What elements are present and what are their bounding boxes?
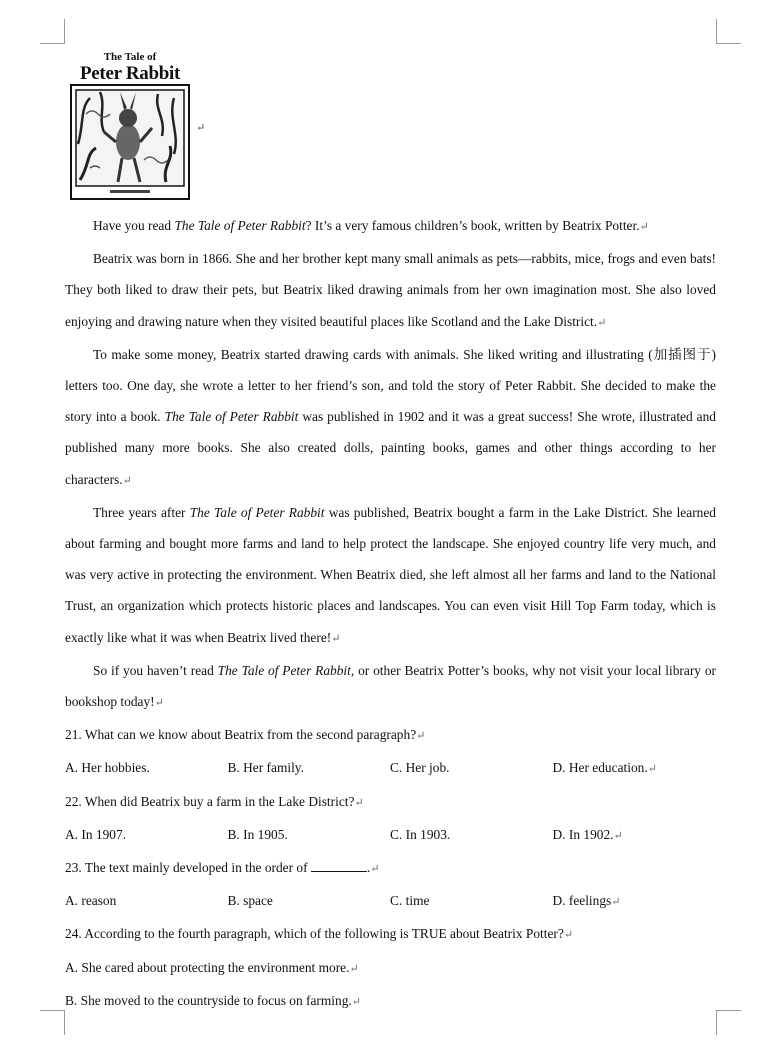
- book-title-italic: The Tale of Peter Rabbit: [217, 662, 351, 678]
- option-d-text: D. In 1902.: [552, 826, 614, 842]
- question-22-text: 22. When did Beatrix buy a farm in the Lake District?: [65, 793, 355, 809]
- paragraph-3: [65, 339, 716, 497]
- article-body: [65, 210, 716, 1018]
- return-arrow-icon: ↵: [647, 763, 657, 776]
- crop-mark-bottom-right: [716, 1010, 741, 1035]
- crop-mark-top-left: [40, 19, 65, 44]
- question-21-text: 21. What can we know about Beatrix from the second paragraph?: [65, 727, 417, 743]
- book-title-italic: The Tale of Peter Rabbit: [164, 409, 299, 425]
- paragraph-5: [65, 655, 716, 719]
- paragraph-3-text-b: was published in 1902 and it was a great success! She wrote, illustrated and published many more books. She also created dolls, painting books, games and other things according to her characters.: [65, 409, 716, 487]
- option-d-text: D. feelings: [552, 893, 612, 909]
- question-23-text-b: .: [366, 860, 371, 876]
- paragraph-4-text-b: was published, Beatrix bought a farm in the Lake District. She learned about farming and bought more farms and land to help protect the landscape. She enjoyed country life very much, and was very active in protecting the environment. When Beatrix died, she left almost all her farms and land to the National Trust, an organization which protects historic places and landscapes. You can even visit Hill Top Farm today, which is exactly like what it was when Beatrix lived there!: [65, 504, 716, 645]
- option-c[interactable]: C. In 1903.: [390, 826, 451, 842]
- paragraph-3-text-a: To make some money, Beatrix started drawing cards with animals. She liked writing and illustrating (加插图于) letters too. One day, she wrote a letter to her friend’s son, and told the story of Peter Rabbit. She decided to make the story into a book.: [65, 346, 716, 425]
- return-arrow-icon: ↵: [416, 730, 426, 743]
- question-23-stem: [65, 852, 716, 885]
- option-d[interactable]: [553, 819, 716, 852]
- option-b[interactable]: B. In 1905.: [227, 826, 288, 842]
- paragraph-5-text-a: So if you haven’t read: [93, 662, 218, 678]
- question-24-stem: [65, 918, 716, 951]
- option-a-text: A. She cared about protecting the environment more.: [65, 959, 350, 975]
- question-24-text: 24. According to the fourth paragraph, which of the following is TRUE about Beatrix Potter?: [65, 926, 564, 942]
- book-cover-title-line1: The Tale of: [103, 51, 157, 63]
- return-arrow-icon: ↵: [563, 929, 574, 942]
- crop-mark-bottom-left: [40, 1010, 65, 1035]
- return-arrow-icon: ↵: [351, 995, 361, 1008]
- book-cover-illustration: [70, 84, 190, 200]
- book-cover-title-line2: Peter Rabbit: [79, 63, 180, 84]
- question-23-options: [65, 885, 716, 918]
- return-arrow-icon: ↵: [331, 632, 341, 645]
- return-arrow-icon: ↵: [597, 316, 607, 329]
- option-a[interactable]: A. Her hobbies.: [65, 760, 150, 776]
- return-arrow-icon: ↵: [639, 221, 649, 233]
- return-arrow-icon: ↵: [349, 962, 359, 975]
- question-22-options: [65, 819, 716, 852]
- option-a[interactable]: [65, 952, 716, 985]
- return-arrow-icon: ↵: [613, 829, 623, 842]
- paragraph-4: [65, 497, 716, 655]
- option-b[interactable]: B. Her family.: [227, 760, 304, 776]
- paragraph-1-text-b: ? It’s a very famous children’s book, written by Beatrix Potter.: [305, 218, 640, 233]
- option-d-text: D. Her education.: [552, 760, 648, 776]
- option-d[interactable]: [553, 752, 716, 785]
- return-arrow-icon: ↵: [122, 474, 132, 487]
- question-23-text-a: 23. The text mainly developed in the order of: [65, 860, 311, 876]
- paragraph-4-text-a: Three years after: [93, 504, 190, 520]
- option-c[interactable]: C. Her job.: [390, 760, 450, 776]
- option-a[interactable]: A. In 1907.: [65, 826, 126, 842]
- book-title-italic: The Tale of Peter Rabbit: [174, 218, 306, 233]
- paragraph-5-text-b: , or other Beatrix Potter’s books, why not visit your local library or bookshop today!: [65, 662, 716, 710]
- paragraph-1: [65, 210, 716, 243]
- return-arrow-icon: ↵: [154, 697, 164, 710]
- return-arrow-icon: ↵: [196, 122, 206, 134]
- option-a[interactable]: A. reason: [65, 893, 117, 909]
- question-21-stem: [65, 719, 716, 752]
- return-arrow-icon: ↵: [370, 863, 380, 876]
- return-arrow-icon: ↵: [611, 896, 621, 909]
- option-c[interactable]: C. time: [390, 893, 430, 909]
- option-d[interactable]: [553, 885, 716, 918]
- paragraph-2-text: Beatrix was born in 1866. She and her brother kept many small animals as pets—rabbits, mice, frogs and even bats! They both liked to draw their pets, but Beatrix liked drawing animals from her own imagination most. She also loved enjoying and drawing nature when they visited beautiful places like Scotland and the Lake District.: [65, 251, 716, 329]
- return-arrow-icon: ↵: [354, 796, 364, 809]
- paragraph-2: [65, 243, 716, 339]
- book-cover-title: [68, 52, 192, 84]
- question-21-options: [65, 752, 716, 785]
- answer-blank[interactable]: [311, 859, 367, 872]
- option-b[interactable]: B. space: [227, 893, 273, 909]
- option-b[interactable]: [65, 985, 716, 1018]
- option-b-text: B. She moved to the countryside to focus on farming.: [65, 992, 352, 1008]
- book-cover-image: [68, 52, 192, 200]
- paragraph-1-text-a: Have you read: [93, 218, 175, 233]
- crop-mark-top-right: [716, 19, 741, 44]
- book-title-italic: The Tale of Peter Rabbit: [189, 504, 325, 520]
- question-22-stem: [65, 786, 716, 819]
